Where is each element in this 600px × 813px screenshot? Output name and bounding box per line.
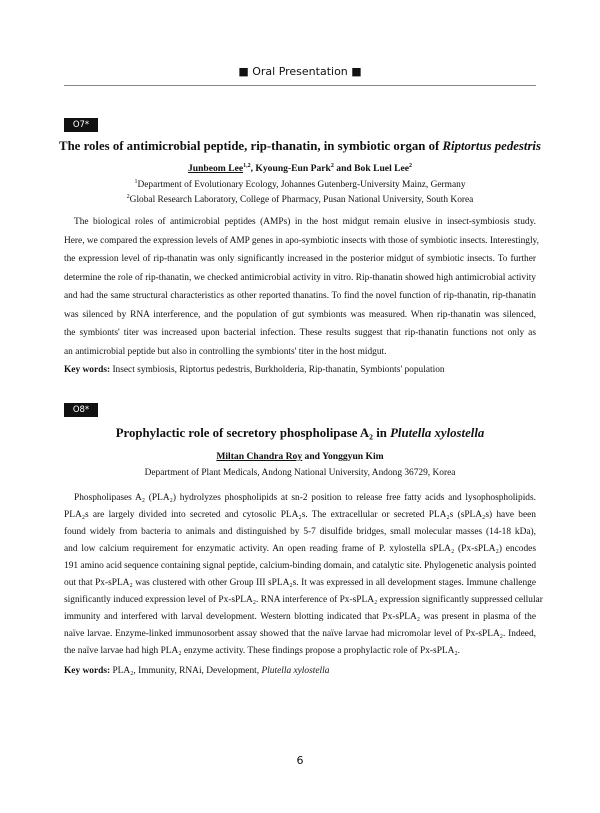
- keywords: [64, 364, 536, 377]
- body-line: found widely from bacteria to animals and distinguished by 5-7 disulfide bridges, small molecular masses (14-18 kDa),: [64, 527, 536, 537]
- author: Kyoung-Eun Park: [255, 163, 331, 174]
- presenting-author: Junbeom Lee: [187, 163, 244, 174]
- author: Bok Luel Lee: [354, 163, 410, 174]
- body-line: immunity and interfered with larval development. Western blotting indicated that Px-sPLA₂ was present in plasma of the: [64, 612, 536, 622]
- keywords-text: PLA₂, Immunity, RNAi, Development,: [112, 666, 262, 676]
- body-line: and had the same structural characteristics as other reported thanatins. To find the novel function of rip-thanatin, rip-thanatin: [64, 291, 536, 301]
- body-line: Phospholipases A₂ (PLA₂) hydrolyzes phospholipids at sn-2 position to release free fatty acids and lysophospholipids.: [74, 493, 536, 503]
- author-separator: and: [333, 163, 355, 174]
- body-line: the naïve larvae had high PLA₂ enzyme activity. These findings propose a prophylactic role of Px-sPLA₂.: [64, 646, 461, 656]
- title-species: Riptortus pedestris: [442, 139, 541, 153]
- affil-sup: 2: [126, 193, 130, 200]
- body-line: and low calcium requirement for enzymatic activity. An open reading frame of P. xylostella sPLA₂ (Px-sPLA₂) encodes: [64, 544, 536, 554]
- keywords-label: Key words:: [64, 666, 111, 676]
- body-line: was silenced by RNA interference, and the population of gut symbionts was measured. When rip-thanatin was silenced,: [64, 309, 536, 320]
- body-line: an antimicrobial peptide but also in controlling the symbionts' titer in the host midgut.: [64, 346, 387, 357]
- author-list: [0, 162, 600, 175]
- title-text: Prophylactic role of secretory phospholipase A₂ in: [115, 426, 391, 440]
- author-separator: ,: [250, 163, 256, 174]
- author: Yonggyun Kim: [322, 451, 384, 462]
- body-line: out that Px-sPLA₂ was clustered with other Group III sPLA₂s. It was expressed in all development stages. Immune challenge: [64, 578, 536, 588]
- author-list: [0, 450, 600, 463]
- body-line: 191 amino acid sequence containing signal peptide, calcium-binding domain, and catalytic site. Phylogenetic analysis pointed: [64, 561, 537, 571]
- abstract-body: [64, 213, 539, 361]
- keywords: [64, 665, 536, 678]
- abstract-title: [0, 138, 600, 154]
- affil-text: Department of Plant Medicals, Andong National University, Andong 36729, Korea: [144, 468, 456, 478]
- keywords-text: Insect symbiosis, Riptortus pedestris, Burkholderia, Rip-thanatin, Symbionts' population: [112, 365, 445, 375]
- body-line: PLA₂s are largely divided into secreted and cytosolic PLA₂s. The extracellular or secreted PLA₂s (sPLA₂s) have been: [64, 510, 536, 520]
- abstract-code-badge: O7*: [64, 118, 98, 132]
- author-sup: 1,2: [243, 162, 251, 169]
- abstract-title: [0, 425, 600, 441]
- header-rule: [64, 85, 536, 86]
- body-line: significantly induced expression level of Px-sPLA₂. RNA interference of Px-sPLA₂ expression significantly suppressed cellular: [64, 595, 543, 605]
- author-sup: 2: [330, 162, 334, 169]
- affil-text: Department of Evolutionary Ecology, Johannes Gutenberg-University Mainz, Germany: [137, 180, 466, 190]
- author-sup: 2: [409, 162, 413, 169]
- title-text: The roles of antimicrobial peptide, rip-thanatin, in symbiotic organ of: [59, 139, 443, 153]
- keywords-species: Plutella xylostella: [261, 666, 330, 676]
- title-species: Plutella xylostella: [390, 426, 485, 440]
- presenting-author: Miltan Chandra Roy: [216, 451, 303, 462]
- abstract-body: [64, 490, 543, 660]
- section-header: ■ Oral Presentation ■: [238, 65, 362, 78]
- body-line: the symbionts' titer was increased upon bacterial infection. These results suggest that rip-thanatin functions not only as: [64, 328, 536, 338]
- body-line: determine the role of rip-thanatin, we checked antimicrobial activity in vitro. Rip-thanatin showed high antimicrobial activity: [64, 272, 536, 283]
- affil-text: Global Research Laboratory, College of Pharmacy, Pusan National University, South Korea: [129, 195, 474, 205]
- affiliation: [0, 179, 600, 192]
- author-separator: and: [302, 451, 323, 462]
- body-line: The biological roles of antimicrobial peptides (AMPs) in the host midgut remain elusive in insect-symbiosis study.: [74, 217, 536, 227]
- affiliation: [0, 467, 600, 480]
- body-line: naïve larvae. Enzyme-linked immunosorbent assay showed that the naïve larvae had micromolar level of Px-sPLA₂. Indeed,: [64, 629, 536, 639]
- abstract-code-badge: O8*: [64, 403, 98, 417]
- page-number: 6: [296, 754, 304, 767]
- keywords-label: Key words:: [64, 365, 111, 375]
- affil-sup: 1: [134, 178, 138, 185]
- body-line: Here, we compared the expression levels of AMP genes in apo-symbiotic insects with those of symbiotic insects. Interestingly,: [64, 235, 539, 246]
- affiliation: [0, 194, 600, 207]
- body-line: the expression level of rip-thanatin was only significantly increased in the posterior midgut of symbiotic insects. To further: [64, 254, 536, 264]
